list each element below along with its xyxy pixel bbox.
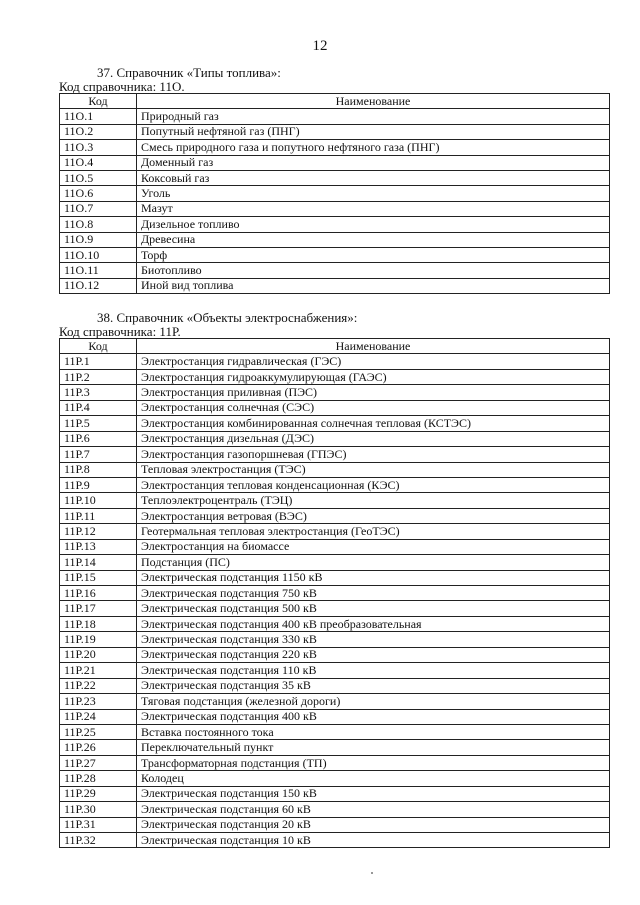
table-row	[60, 155, 610, 170]
row-name: Попутный нефтяной газ (ПНГ)	[137, 124, 610, 139]
table-row	[60, 124, 610, 139]
row-name: Электростанция комбинированная солнечная тепловая (КСТЭС)	[137, 416, 610, 431]
row-name: Электростанция ветровая (ВЭС)	[137, 508, 610, 523]
row-code: 11Р.16	[60, 586, 137, 601]
table-row	[60, 416, 610, 431]
row-name: Тяговая подстанция (железной дороги)	[137, 694, 610, 709]
row-code: 11Р.17	[60, 601, 137, 616]
row-name: Электростанция на биомассе	[137, 539, 610, 554]
row-code: 11Р.4	[60, 400, 137, 415]
row-name: Колодец	[137, 771, 610, 786]
row-code: 11Р.13	[60, 539, 137, 554]
row-code: 11О.6	[60, 186, 137, 201]
row-code: 11Р.12	[60, 524, 137, 539]
row-code: 11Р.11	[60, 508, 137, 523]
row-code: 11Р.21	[60, 663, 137, 678]
row-name: Теплоэлектроцентраль (ТЭЦ)	[137, 493, 610, 508]
row-name: Электростанция тепловая конденсационная (КЭС)	[137, 477, 610, 492]
row-name: Электрическая подстанция 35 кВ	[137, 678, 610, 693]
row-name: Дизельное топливо	[137, 217, 610, 232]
row-code: 11Р.22	[60, 678, 137, 693]
table-row	[60, 694, 610, 709]
row-name: Электрическая подстанция 60 кВ	[137, 802, 610, 817]
table-row	[60, 217, 610, 232]
table-row	[60, 632, 610, 647]
row-name: Электростанция гидроаккумулирующая (ГАЭС)	[137, 369, 610, 384]
table-row	[60, 462, 610, 477]
scan-speck	[371, 872, 373, 874]
row-code: 11Р.24	[60, 709, 137, 724]
table-row	[60, 755, 610, 770]
row-code: 11О.4	[60, 155, 137, 170]
table-row	[60, 616, 610, 631]
section-37-title: 37. Справочник «Типы топлива»:	[97, 65, 281, 80]
row-code: 11О.3	[60, 140, 137, 155]
row-code: 11Р.8	[60, 462, 137, 477]
row-name: Вставка постоянного тока	[137, 724, 610, 739]
table-row	[60, 524, 610, 539]
table-row	[60, 400, 610, 415]
table-row	[60, 771, 610, 786]
row-name: Коксовый газ	[137, 170, 610, 185]
row-code: 11Р.5	[60, 416, 137, 431]
table-row	[60, 263, 610, 278]
row-code: 11Р.2	[60, 369, 137, 384]
table-row	[60, 786, 610, 801]
row-code: 11Р.31	[60, 817, 137, 832]
table-row	[60, 354, 610, 369]
power-supply-objects-table	[59, 338, 610, 848]
row-code: 11О.9	[60, 232, 137, 247]
table-row	[60, 709, 610, 724]
row-name: Электрическая подстанция 400 кВ	[137, 709, 610, 724]
row-name: Электростанция гидравлическая (ГЭС)	[137, 354, 610, 369]
table-row	[60, 740, 610, 755]
row-code: 11Р.14	[60, 555, 137, 570]
row-code: 11Р.28	[60, 771, 137, 786]
row-name: Тепловая электростанция (ТЭС)	[137, 462, 610, 477]
row-name: Торф	[137, 247, 610, 262]
table-row	[60, 539, 610, 554]
table-row	[60, 601, 610, 616]
table-row	[60, 555, 610, 570]
row-name: Электрическая подстанция 1150 кВ	[137, 570, 610, 585]
table-row	[60, 385, 610, 400]
section-38-title: 38. Справочник «Объекты электроснабжения»:	[97, 310, 358, 325]
row-name: Геотермальная тепловая электростанция (ГеоТЭС)	[137, 524, 610, 539]
row-name: Трансформаторная подстанция (ТП)	[137, 755, 610, 770]
table-row	[60, 431, 610, 446]
row-name: Электростанция дизельная (ДЭС)	[137, 431, 610, 446]
row-name: Природный газ	[137, 109, 610, 124]
table-row	[60, 232, 610, 247]
row-name: Электростанция газопоршневая (ГПЭС)	[137, 447, 610, 462]
row-name: Смесь природного газа и попутного нефтяного газа (ПНГ)	[137, 140, 610, 155]
row-name: Подстанция (ПС)	[137, 555, 610, 570]
row-code: 11Р.32	[60, 833, 137, 848]
row-name: Электрическая подстанция 150 кВ	[137, 786, 610, 801]
table-row	[60, 663, 610, 678]
row-code: 11Р.3	[60, 385, 137, 400]
row-name: Иной вид топлива	[137, 278, 610, 293]
row-name: Древесина	[137, 232, 610, 247]
row-code: 11Р.18	[60, 616, 137, 631]
row-name: Электрическая подстанция 400 кВ преобразовательная	[137, 616, 610, 631]
row-name: Биотопливо	[137, 263, 610, 278]
row-name: Переключательный пункт	[137, 740, 610, 755]
table-row	[60, 508, 610, 523]
row-name: Электрическая подстанция 220 кВ	[137, 647, 610, 662]
row-name: Доменный газ	[137, 155, 610, 170]
table-row	[60, 802, 610, 817]
row-name: Электрическая подстанция 750 кВ	[137, 586, 610, 601]
table-row	[60, 833, 610, 848]
table-row	[60, 170, 610, 185]
table-row	[60, 109, 610, 124]
table-row	[60, 586, 610, 601]
table-row	[60, 201, 610, 216]
table-row	[60, 493, 610, 508]
row-code: 11Р.15	[60, 570, 137, 585]
table-row	[60, 678, 610, 693]
row-code: 11Р.1	[60, 354, 137, 369]
column-header-name: Наименование	[137, 339, 610, 354]
column-header-code: Код	[60, 339, 137, 354]
row-name: Уголь	[137, 186, 610, 201]
table-row	[60, 477, 610, 492]
row-code: 11Р.30	[60, 802, 137, 817]
row-code: 11О.10	[60, 247, 137, 262]
section-38-code: Код справочника: 11Р.	[59, 324, 181, 339]
row-code: 11Р.6	[60, 431, 137, 446]
row-code: 11О.12	[60, 278, 137, 293]
row-code: 11О.8	[60, 217, 137, 232]
table-row	[60, 570, 610, 585]
row-name: Электрическая подстанция 500 кВ	[137, 601, 610, 616]
row-code: 11О.11	[60, 263, 137, 278]
row-code: 11Р.20	[60, 647, 137, 662]
section-37-code: Код справочника: 11О.	[59, 79, 185, 94]
table-row	[60, 140, 610, 155]
row-code: 11О.1	[60, 109, 137, 124]
column-header-name: Наименование	[137, 94, 610, 109]
table-row	[60, 724, 610, 739]
table-row	[60, 186, 610, 201]
table-row	[60, 647, 610, 662]
table-header-row	[60, 339, 610, 354]
row-code: 11Р.10	[60, 493, 137, 508]
row-name: Электрическая подстанция 20 кВ	[137, 817, 610, 832]
table-row	[60, 447, 610, 462]
row-code: 11О.7	[60, 201, 137, 216]
row-name: Электрическая подстанция 330 кВ	[137, 632, 610, 647]
page-number: 12	[312, 38, 328, 54]
row-name: Мазут	[137, 201, 610, 216]
table-row	[60, 817, 610, 832]
table-header-row	[60, 94, 610, 109]
row-name: Электрическая подстанция 10 кВ	[137, 833, 610, 848]
row-name: Электрическая подстанция 110 кВ	[137, 663, 610, 678]
row-code: 11Р.27	[60, 755, 137, 770]
row-code: 11Р.9	[60, 477, 137, 492]
table-row	[60, 369, 610, 384]
row-code: 11Р.26	[60, 740, 137, 755]
row-code: 11Р.23	[60, 694, 137, 709]
row-name: Электростанция приливная (ПЭС)	[137, 385, 610, 400]
fuel-types-table	[59, 93, 610, 294]
row-code: 11Р.7	[60, 447, 137, 462]
column-header-code: Код	[60, 94, 137, 109]
table-row	[60, 278, 610, 293]
row-code: 11Р.19	[60, 632, 137, 647]
row-code: 11О.2	[60, 124, 137, 139]
row-code: 11О.5	[60, 170, 137, 185]
row-name: Электростанция солнечная (СЭС)	[137, 400, 610, 415]
row-code: 11Р.29	[60, 786, 137, 801]
table-row	[60, 247, 610, 262]
row-code: 11Р.25	[60, 724, 137, 739]
